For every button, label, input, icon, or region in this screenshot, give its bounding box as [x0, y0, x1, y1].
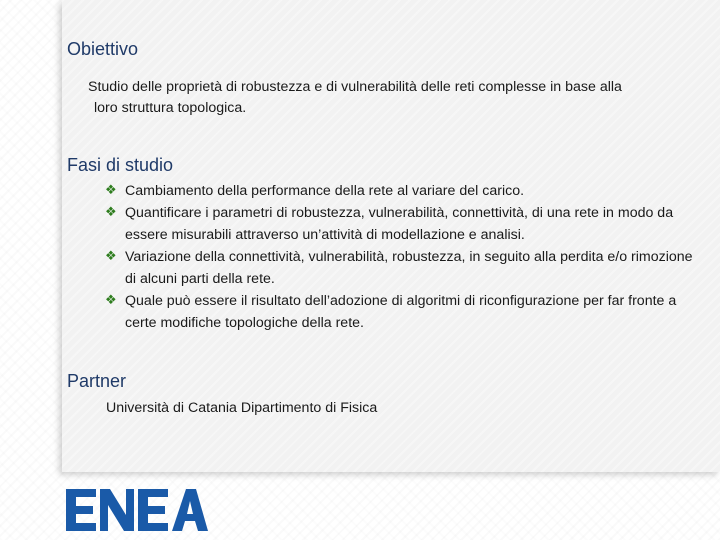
- list-item: [105, 180, 705, 202]
- list-item-text: Variazione della connettività, vulnerabilità, robustezza, in seguito alla perdita e/o rimozione di alcuni parti della rete.: [125, 249, 693, 287]
- obiettivo-text: [88, 77, 698, 119]
- list-item-text: Quantificare i parametri di robustezza, vulnerabilità, connettività, di una rete in modo da essere misurabili attraverso un’attività di modellazione e analisi.: [125, 205, 674, 243]
- diamond-cluster-icon: ❖: [105, 183, 117, 198]
- obiettivo-text-line1: Studio delle proprietà di robustezza e di vulnerabilità delle reti complesse in base alla: [88, 79, 622, 95]
- diamond-cluster-icon: ❖: [105, 205, 117, 220]
- list-item-text: Quale può essere il risultato dell’adozione di algoritmi di riconfigurazione per far fronte a certe modifiche topologiche della rete.: [125, 293, 677, 331]
- obiettivo-heading: Obiettivo: [67, 39, 139, 59]
- partner-text: Università di Catania Dipartimento di Fisica: [106, 400, 378, 416]
- fasi-heading: Fasi di studio: [67, 155, 174, 175]
- diamond-cluster-icon: ❖: [105, 293, 117, 308]
- list-item: [105, 246, 705, 290]
- list-item: [105, 202, 705, 246]
- obiettivo-text-line2: loro struttura topologica.: [94, 100, 247, 116]
- enea-logo: [66, 489, 208, 531]
- diamond-cluster-icon: ❖: [105, 249, 117, 264]
- list-item-text: Cambiamento della performance della rete al variare del carico.: [125, 183, 525, 199]
- list-item: [105, 290, 705, 334]
- fasi-list: [105, 180, 705, 334]
- partner-heading: Partner: [67, 371, 127, 391]
